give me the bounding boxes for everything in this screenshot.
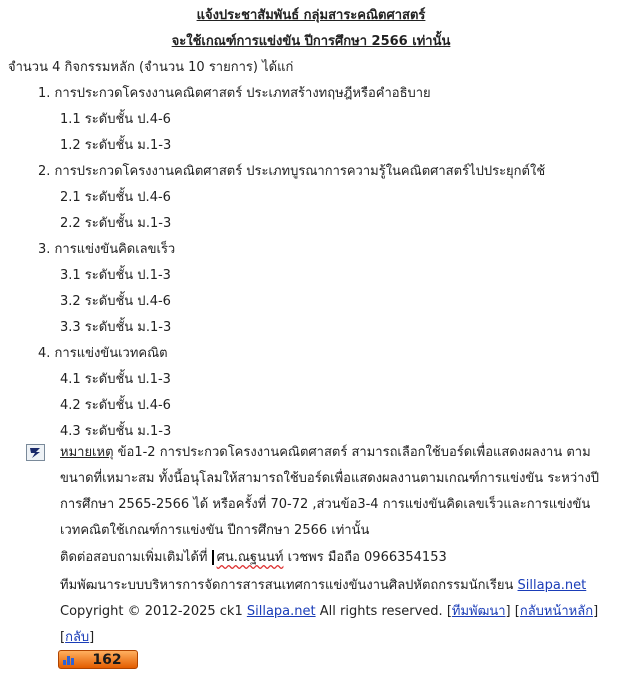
note-icon: [26, 444, 45, 461]
back-line: [กลับ]: [60, 630, 95, 645]
sub-item: 4.3 ระดับชั้น ม.1-3: [60, 424, 172, 439]
counter-value: 162: [92, 651, 122, 668]
intro-text: จำนวน 4 กิจกรรมหลัก (จำนวน 10 รายการ) ได้แก่: [8, 60, 294, 75]
sub-item: 3.2 ระดับชั้น ป.4-6: [60, 294, 171, 309]
bar-chart-icon: [59, 651, 77, 668]
copyright-line: Copyright © 2012-2025 ck1 Sillapa.net All rights reserved. [ทีมพัฒนา] [กลับหน้าหลัก]: [60, 604, 599, 619]
visit-counter[interactable]: [58, 650, 138, 669]
contact-line: [60, 546, 447, 567]
sub-item: 3.1 ระดับชั้น ป.1-3: [60, 268, 171, 283]
activity-item-1: 1. การประกวดโครงงานคณิตศาสตร์ ประเภทสร้างทฤษฎีหรือคำอธิบาย: [38, 86, 431, 101]
sub-item: 2.1 ระดับชั้น ป.4-6: [60, 190, 171, 205]
dev-team-text: ทีมพัฒนาระบบบริหารการจัดการสารสนเทศการแข่งขันงานศิลปหัตถกรรมนักเรียน: [60, 578, 518, 593]
note-paragraph: [60, 440, 605, 544]
activity-item-3: 3. การแข่งขันคิดเลขเร็ว: [38, 242, 176, 257]
copyright-suffix: All rights reserved.: [315, 604, 447, 619]
back-link[interactable]: กลับ: [65, 630, 90, 645]
dev-team-line: [60, 574, 586, 595]
sillapa-link[interactable]: Sillapa.net: [517, 578, 587, 593]
contact-prefix: ติดต่อสอบถามเพิ่มเติมได้ที่: [60, 550, 212, 565]
note-text: ข้อ1-2 การประกวดโครงงานคณิตศาสตร์ สามารถเลือกใช้บอร์ดเพื่อแสดงผลงาน ตามขนาดที่เหมาะสม ทั้งนี้อนุโลมให้สามารถใช้บอร์ดเพื่อแสดงผลงานตามเกณฑ์การแข่งขัน ระหว่างปีการศึกษา 2565-2566 ได้ หรือครั้งที่ 70-72 ,ส่วนข้อ3-4 การแข่งขันคิดเลขเร็วและการแข่งขันเวทคณิตใช้เกณฑ์การแข่งขัน ปีการศึกษา 2566 เท่านั้น: [60, 445, 600, 538]
contact-phone: เวชพร มือถือ 0966354153: [283, 550, 447, 565]
sub-item: 2.2 ระดับชั้น ม.1-3: [60, 216, 172, 231]
copyright-sillapa-link[interactable]: Sillapa.net: [246, 604, 316, 619]
page-subtitle: จะใช้เกณฑ์การแข่งขัน ปีการศึกษา 2566 เท่านั้น: [171, 34, 451, 49]
sub-item: 1.2 ระดับชั้น ม.1-3: [60, 138, 172, 153]
home-link[interactable]: กลับหน้าหลัก: [519, 604, 594, 619]
team-link[interactable]: ทีมพัฒนา: [451, 604, 506, 619]
sub-item: 4.1 ระดับชั้น ป.1-3: [60, 372, 171, 387]
activity-item-4: 4. การแข่งขันเวทคณิต: [38, 346, 168, 361]
sub-item: 3.3 ระดับชั้น ม.1-3: [60, 320, 172, 335]
page-title: แจ้งประชาสัมพันธ์ กลุ่มสาระคณิตศาสตร์: [196, 8, 426, 23]
sub-item: 4.2 ระดับชั้น ป.4-6: [60, 398, 171, 413]
sub-item: 1.1 ระดับชั้น ป.4-6: [60, 112, 171, 127]
copyright-prefix: Copyright © 2012-2025 ck1: [60, 604, 247, 619]
activity-item-2: 2. การประกวดโครงงานคณิตศาสตร์ ประเภทบูรณาการความรู้ในคณิตศาสตร์ไปประยุกต์ใช้: [38, 164, 546, 179]
contact-name: ศน.ณฐนนท์: [212, 550, 284, 565]
note-label: หมายเหตุ: [60, 445, 114, 460]
